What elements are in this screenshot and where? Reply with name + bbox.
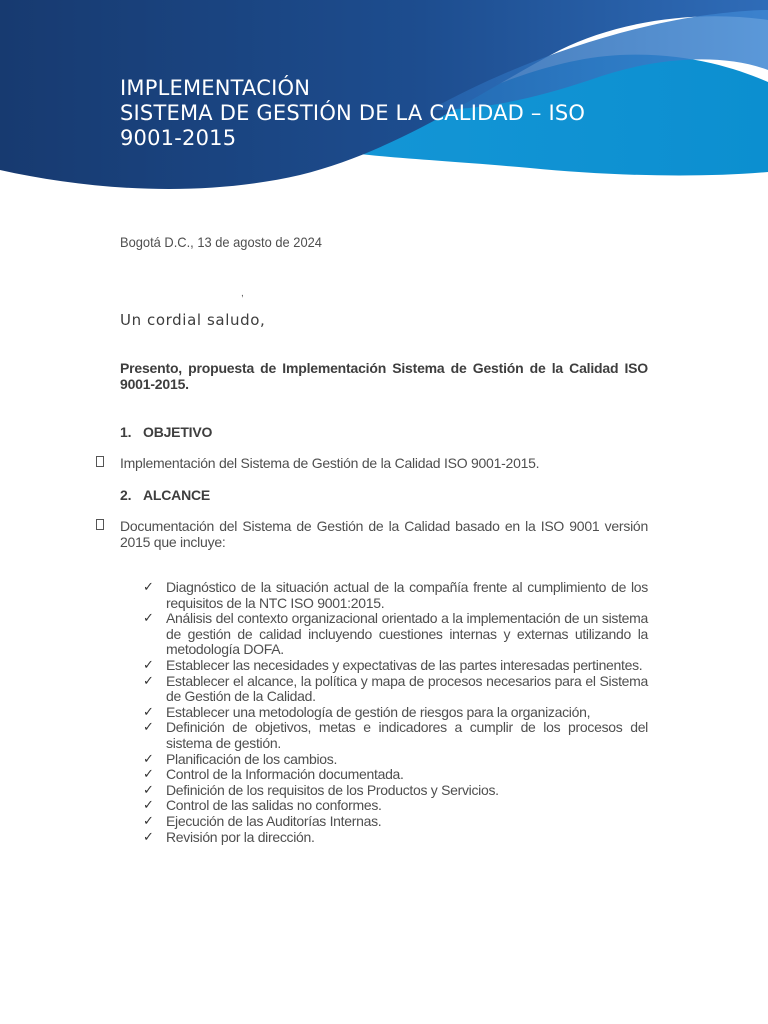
check-icon: ✓	[143, 580, 154, 595]
checklist-item: ✓ Ejecución de las Auditorías Internas.	[143, 812, 382, 829]
section-heading-alcance	[120, 487, 210, 503]
bullet-text: Implementación del Sistema de Gestión de la Calidad ISO 9001-2015.	[120, 455, 540, 471]
checklist-item: ✓ Establecer el alcance, la política y mapa de procesos necesarios para el Sistema de Gestión de la Calidad.	[143, 672, 648, 705]
title-line-3: 9001-2015	[120, 126, 237, 150]
checklist-item: ✓ Revisión por la dirección.	[143, 828, 315, 845]
check-icon: ✓	[143, 720, 154, 736]
checklist-item: ✓ Establecer las necesidades y expectativas de las partes interesadas pertinentes.	[143, 656, 643, 673]
checklist-item: ✓ Establecer una metodología de gestión de riesgos para la organización,	[143, 703, 591, 720]
check-icon: ✓	[143, 611, 154, 627]
title-line-1: IMPLEMENTACIÓN	[120, 76, 311, 100]
check-icon: ✓	[143, 782, 154, 798]
check-icon: ✓	[143, 704, 154, 720]
checklist-item: ✓ Control de la Información documentada.	[143, 766, 404, 783]
check-icon: ✓	[143, 829, 154, 845]
bullet-text: Documentación del Sistema de Gestión de la Calidad basado en la ISO 9001 versión 2015 que incluye:	[120, 518, 648, 550]
check-icon: ✓	[143, 673, 154, 689]
check-icon: ✓	[143, 657, 154, 673]
check-icon: ✓	[143, 798, 154, 814]
checklist-item: ✓ Planificación de los cambios.	[143, 750, 338, 767]
objetivo-bullet	[96, 455, 648, 471]
check-icon: ✓	[143, 751, 154, 767]
stray-mark: ,	[241, 288, 244, 299]
checklist-item: ✓ Control de las salidas no conformes.	[143, 797, 382, 814]
document-title	[120, 76, 680, 151]
letter-date: Bogotá D.C., 13 de agosto de 2024	[120, 234, 322, 250]
checklist-item: ✓ Diagnóstico de la situación actual de la compañía frente al cumplimiento de los requisitos de la NTC ISO 9001:2015.	[143, 579, 648, 611]
scope-checklist	[143, 580, 648, 845]
section-title: ALCANCE	[143, 487, 211, 503]
checklist-item: ✓ Definición de los requisitos de los Productos y Servicios.	[143, 781, 499, 798]
alcance-bullet	[96, 518, 648, 550]
check-icon: ✓	[143, 767, 154, 783]
title-line-2: SISTEMA DE GESTIÓN DE LA CALIDAD – ISO	[120, 101, 586, 125]
section-number: 1.	[120, 424, 132, 440]
section-title: OBJETIVO	[143, 424, 213, 440]
section-heading-objetivo	[120, 424, 212, 440]
bullet-box-icon	[96, 519, 104, 530]
section-number: 2.	[120, 487, 132, 503]
intro-paragraph: Presento, propuesta de Implementación Sistema de Gestión de la Calidad ISO 9001-2015.	[120, 360, 648, 392]
bullet-box-icon	[96, 456, 104, 467]
checklist-item: ✓ Definición de objetivos, metas e indicadores a cumplir de los procesos del sistema de gestión.	[143, 719, 648, 751]
letter-body	[120, 234, 648, 845]
greeting: Un cordial saludo,	[120, 311, 266, 329]
check-icon: ✓	[143, 813, 154, 829]
checklist-item: ✓ Análisis del contexto organizacional orientado a la implementación de un sistema de gestión de calidad incluyendo cuestiones internas y externas utilizando la metodología DOFA.	[143, 610, 648, 658]
